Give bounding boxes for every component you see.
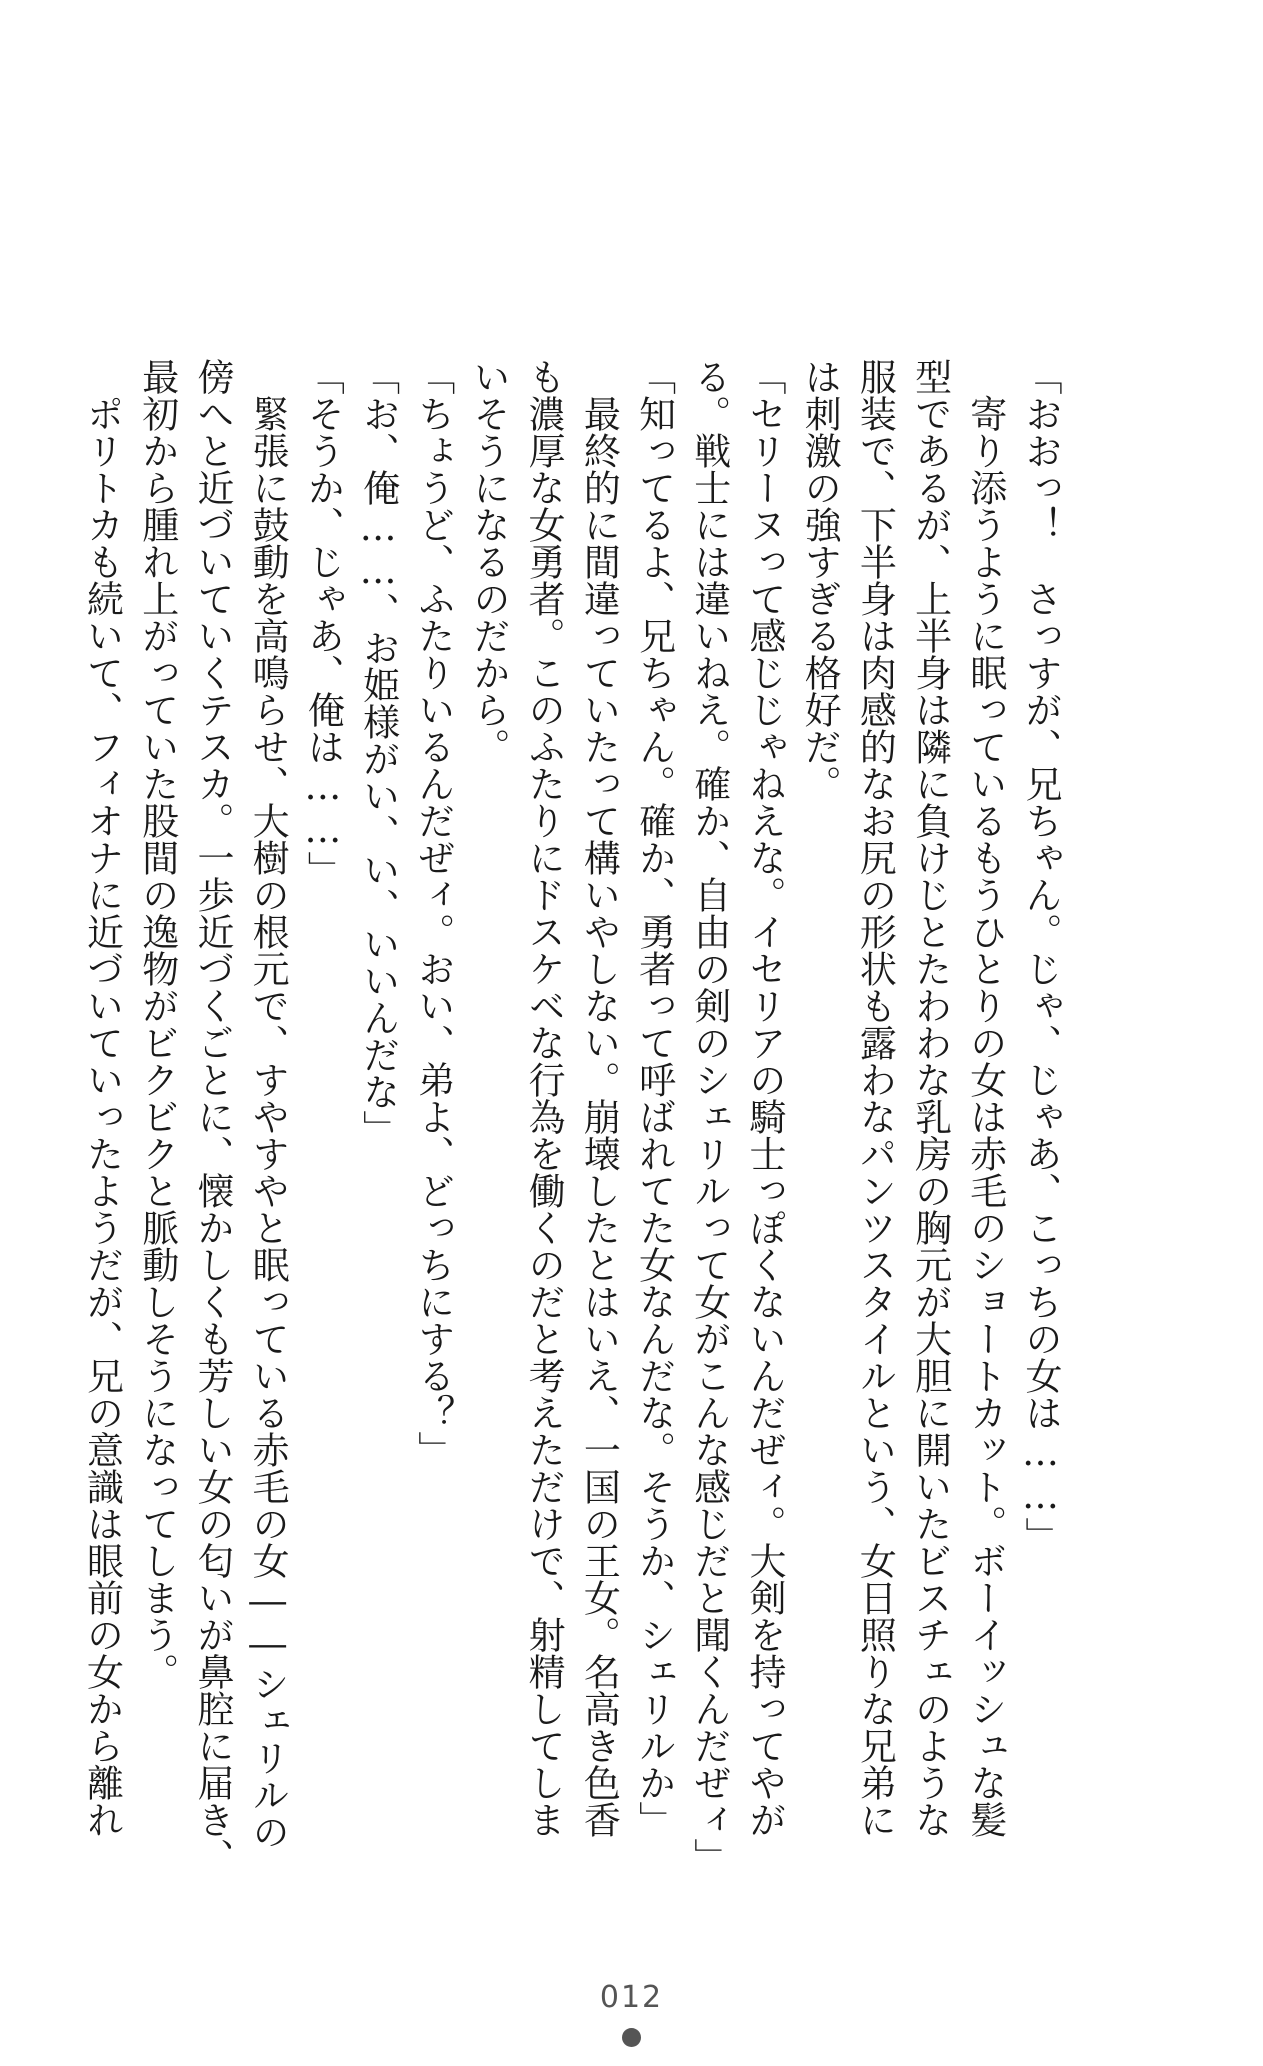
text-line: は刺激の強すぎる格好だ。 <box>798 358 842 802</box>
text-line: 最終的に間違っていたって構いやしない。崩壊したとはいえ、一国の王女。名高き色香 <box>577 358 621 1838</box>
text-line: 「ちょうど、ふたりいるんだぜィ。おい、弟よ、どっちにする？」 <box>411 358 455 1468</box>
text-line: も濃厚な女勇者。このふたりにドスケベな行為を働くのだと考えただけで、射精してしま <box>522 358 566 1838</box>
page-number: 012 <box>599 1980 664 2015</box>
text-line: ポリトカも続いて、フィオナに近づいていったようだが、兄の意識は眼前の女から離れ <box>80 358 124 1838</box>
text-line: 緊張に鼓動を高鳴らせ、大樹の根元で、すやすやと眠っている赤毛の女――シェリルの <box>246 358 290 1850</box>
text-line: 「お、俺……、お姫様がい、い、いいんだな」 <box>356 358 400 1147</box>
text-line: いそうになるのだから。 <box>466 358 510 765</box>
text-line: る。戦士には違いねえ。確か、自由の剣のシェリルって女がこんな感じだと聞くんだぜィ」 <box>687 358 731 1875</box>
text-line: 「そうか、じゃあ、俺は……」 <box>301 358 345 888</box>
text-line: 傍へと近づいていくテスカ。一歩近づくごとに、懐かしくも芳しい女の匂いが鼻腔に届き、 <box>190 358 234 1875</box>
page-number-dot <box>622 2028 641 2047</box>
text-line: 服装で、下半身は肉感的なお尻の形状も露わなパンツスタイルという、女日照りな兄弟に <box>853 358 897 1838</box>
text-line: 型であるが、上半身は隣に負けじとたわわな乳房の胸元が大胆に開いたビスチェのような <box>908 358 952 1838</box>
body-text-vertical <box>80 358 1068 1875</box>
text-line: 「おおっ！ さっすが、兄ちゃん。じゃ、じゃあ、こっちの女は……」 <box>1019 358 1062 1554</box>
text-line: 最初から腫れ上がっていた股間の逸物がビクビクと脈動しそうになってしまう。 <box>135 358 179 1690</box>
text-line: 「知ってるよ、兄ちゃん。確か、勇者って呼ばれてた女なんだな。そうか、シェリルか」 <box>632 358 676 1838</box>
text-line: 寄り添うように眠っているもうひとりの女は赤毛のショートカット。ボーイッシュな髪 <box>963 358 1007 1838</box>
text-line: 「セリーヌって感じじゃねえな。イセリアの騎士っぽくないんだぜィ。大剣を持ってやが <box>742 358 786 1838</box>
